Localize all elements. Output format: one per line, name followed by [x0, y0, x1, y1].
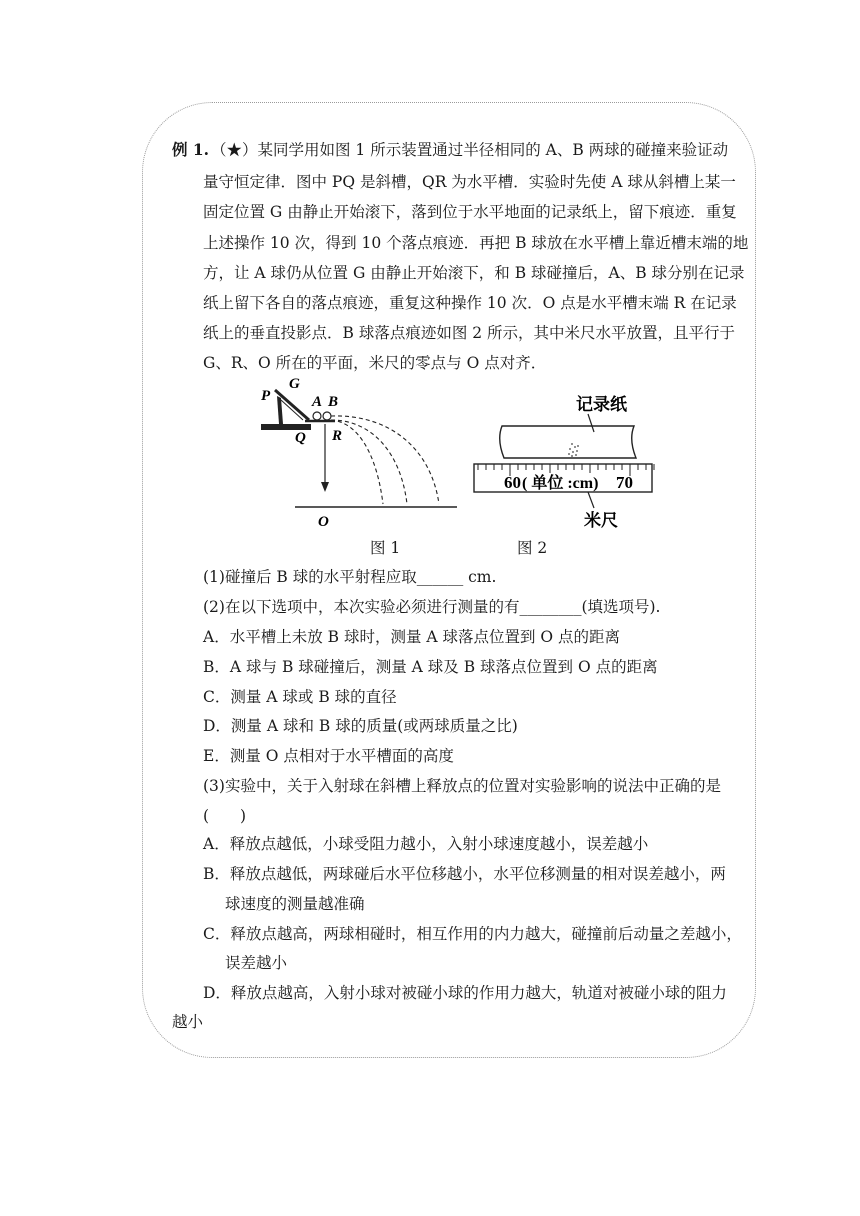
label-a: A: [312, 394, 323, 410]
q2-option-c: C．测量 A 球或 B 球的直径: [203, 688, 397, 706]
intro-line-2: 量守恒定律．图中 PQ 是斜槽，QR 为水平槽．实验时先使 A 球从斜槽上某一: [203, 173, 736, 191]
ruler-number-60: 60: [504, 473, 521, 492]
q3-option-a: A．释放点越低，小球受阻力越小，入射小球速度越小，误差越小: [203, 835, 649, 853]
q3-option-d-line2: 越小: [172, 1013, 204, 1031]
incline-post: [277, 396, 283, 424]
trajectory-3: [331, 416, 439, 504]
example-label: 例 1.: [172, 140, 210, 159]
ball-a: [313, 412, 321, 420]
intro-line-4: 上述操作 10 次，得到 10 个落点痕迹．再把 B 球放在水平槽上靠近槽末端的地: [203, 234, 749, 252]
label-b: B: [328, 394, 339, 410]
q3-option-c-line2: 误差越小: [225, 954, 288, 972]
label-g: G: [289, 376, 300, 392]
q3-option-b-line1: B．释放点越低，两球碰后水平位移越小，水平位移测量的相对误差越小，两: [203, 865, 726, 883]
label-o: O: [318, 514, 329, 530]
intro-line-1: （★）某同学用如图 1 所示装置通过半径相同的 A、B 两球的碰撞来验证动: [211, 141, 729, 159]
ball-b: [323, 412, 331, 420]
record-paper: [500, 426, 636, 458]
label-r: R: [332, 428, 343, 444]
intro-line-8: G、R、O 所在的平面，米尺的零点与 O 点对齐．: [203, 354, 547, 372]
intro-line-5: 方，让 A 球仍从位置 G 由静止开始滚下，和 B 球碰撞后，A、B 球分别在记录: [203, 264, 745, 282]
question-2: (2)在以下选项中，本次实验必须进行测量的有________(填选项号).: [203, 598, 661, 616]
q3-option-b-line2: 球速度的测量越准确: [225, 895, 365, 913]
record-paper-label: 记录纸: [576, 395, 627, 414]
trajectory-2: [331, 420, 407, 504]
q2-option-e: E．测量 O 点相对于水平槽面的高度: [203, 747, 454, 765]
q3-option-c-line1: C．释放点越高，两球相碰时，相互作用的内力越大，碰撞前后动量之差越小，: [203, 925, 742, 943]
ruler-unit: ( 单位 :cm): [522, 475, 599, 492]
intro-line-7: 纸上的垂直投影点．B 球落点痕迹如图 2 所示，其中米尺水平放置，且平行于: [203, 324, 736, 342]
ruler-number-70: 70: [616, 473, 633, 492]
figure-2-caption: 图 2: [517, 539, 548, 557]
label-p: P: [261, 388, 271, 404]
q2-option-b: B．A 球与 B 球碰撞后，测量 A 球及 B 球落点位置到 O 点的距离: [203, 658, 658, 676]
label-q: Q: [295, 430, 306, 446]
ruler-label-leader: [588, 492, 594, 508]
question-3: (3)实验中，关于入射球在斜槽上释放点的位置对实验影响的说法中正确的是: [203, 777, 721, 795]
figure-2-ruler: [468, 386, 660, 532]
q2-option-a: A．水平槽上未放 B 球时，测量 A 球落点位置到 O 点的距离: [203, 628, 621, 646]
vertical-arrow-head: [321, 482, 329, 492]
question-3-blank: ( ): [203, 807, 247, 825]
question-1: (1)碰撞后 B 球的水平射程应取______ cm.: [203, 568, 497, 586]
ruler-label: 米尺: [584, 511, 618, 530]
intro-line-6: 纸上留下各自的落点痕迹，重复这种操作 10 次．O 点是水平槽末端 R 在记录: [203, 294, 737, 312]
figure-1-apparatus: [255, 376, 465, 531]
figure-1-caption: 图 1: [370, 539, 401, 557]
q2-option-d: D．测量 A 球和 B 球的质量(或两球质量之比): [203, 717, 518, 735]
intro-line-3: 固定位置 G 由静止开始滚下，落到位于水平地面的记录纸上，留下痕迹．重复: [203, 203, 737, 221]
q3-option-d-line1: D．释放点越高，入射小球对被碰小球的作用力越大，轨道对被碰小球的阻力: [203, 984, 727, 1002]
